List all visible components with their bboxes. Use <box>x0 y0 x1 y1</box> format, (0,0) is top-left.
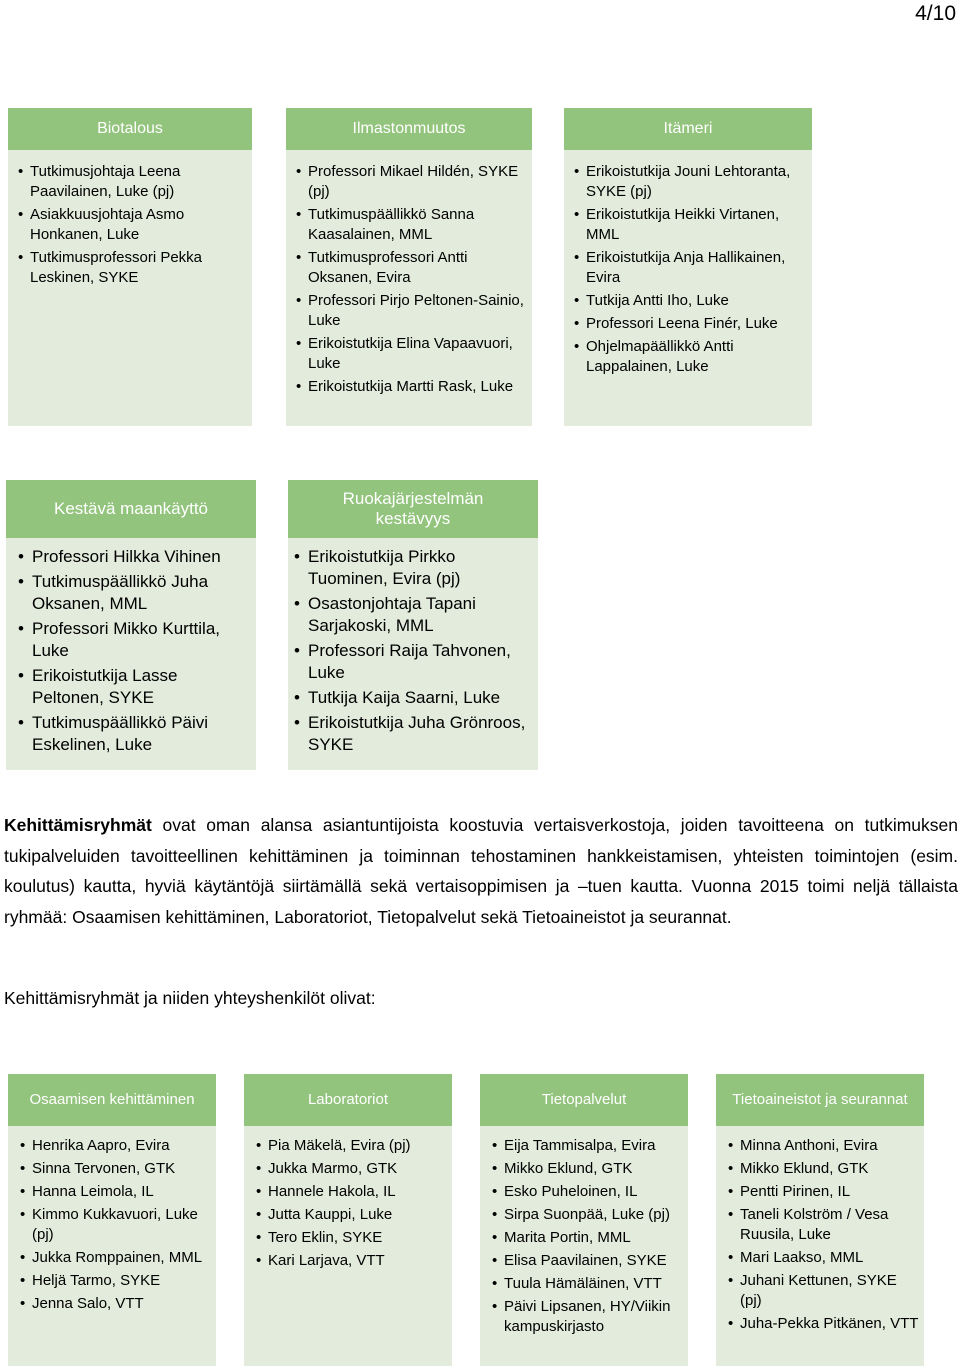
group-title: Ruokajärjestelmän kestävyys <box>288 480 538 538</box>
list-item: • Asiakkuusjohtaja Asmo Honkanen, Luke <box>30 205 246 245</box>
list-item: • Erikoistutkija Martti Rask, Luke <box>308 377 526 397</box>
group-title: Tietoaineistot ja seurannat <box>716 1074 924 1126</box>
member-list <box>564 150 812 377</box>
list-item: • Tutkimusprofessori Pekka Leskinen, SYKE <box>30 248 246 288</box>
list-item: • Ohjelmapäällikkö Antti Lappalainen, Luke <box>586 337 806 377</box>
group-card-biotalous <box>8 108 252 426</box>
group-title: Itämeri <box>564 108 812 150</box>
list-item: • Professori Mikael Hildén, SYKE (pj) <box>308 162 526 202</box>
list-item: • Osastonjohtaja Tapani Sarjakoski, MML <box>308 593 532 637</box>
list-item: • Pentti Pirinen, IL <box>740 1182 920 1202</box>
group-title: Laboratoriot <box>244 1074 452 1126</box>
list-item: • Erikoistutkija Elina Vapaavuori, Luke <box>308 334 526 374</box>
list-item: • Heljä Tarmo, SYKE <box>32 1271 212 1291</box>
page-number: 4/10 <box>915 2 956 25</box>
list-item: • Jukka Marmo, GTK <box>268 1159 448 1179</box>
list-item: • Professori Pirjo Peltonen-Sainio, Luke <box>308 291 526 331</box>
list-item: • Kari Larjava, VTT <box>268 1251 448 1271</box>
list-item: • Erikoistutkija Heikki Virtanen, MML <box>586 205 806 245</box>
list-item: • Mikko Eklund, GTK <box>504 1159 684 1179</box>
member-list <box>244 1126 452 1271</box>
group-card-itameri <box>564 108 812 426</box>
group-title: Tietopalvelut <box>480 1074 688 1126</box>
list-item: • Juha-Pekka Pitkänen, VTT <box>740 1314 920 1334</box>
list-item: • Marita Portin, MML <box>504 1228 684 1248</box>
list-item: • Päivi Lipsanen, HY/Viikin kampuskirjasto <box>504 1297 684 1337</box>
list-item: • Erikoistutkija Juha Grönroos, SYKE <box>308 712 532 756</box>
list-item: • Sinna Tervonen, GTK <box>32 1159 212 1179</box>
list-item: • Mikko Eklund, GTK <box>740 1159 920 1179</box>
list-item: • Taneli Kolström / Vesa Ruusila, Luke <box>740 1205 920 1245</box>
list-item: • Kimmo Kukkavuori, Luke (pj) <box>32 1205 212 1245</box>
list-item: • Tero Eklin, SYKE <box>268 1228 448 1248</box>
list-item: • Minna Anthoni, Evira <box>740 1136 920 1156</box>
bold-lead: Kehittämisryhmät <box>4 815 152 835</box>
list-item: • Tutkimuspäällikkö Sanna Kaasalainen, MML <box>308 205 526 245</box>
list-item: • Hannele Hakola, IL <box>268 1182 448 1202</box>
group-card-ilmastonmuutos <box>286 108 532 426</box>
list-item: • Sirpa Suonpää, Luke (pj) <box>504 1205 684 1225</box>
group-title: Osaamisen kehittäminen <box>8 1074 216 1126</box>
list-intro: Kehittämisryhmät ja niiden yhteyshenkilöt olivat: <box>4 988 376 1008</box>
member-list <box>8 150 252 288</box>
list-item: • Hanna Leimola, IL <box>32 1182 212 1202</box>
description-paragraph <box>4 810 958 932</box>
list-item: • Professori Raija Tahvonen, Luke <box>308 640 532 684</box>
list-item: • Jukka Romppainen, MML <box>32 1248 212 1268</box>
group-title: Ilmastonmuutos <box>286 108 532 150</box>
list-item: • Tutkimusjohtaja Leena Paavilainen, Luke (pj) <box>30 162 246 202</box>
group-card-osaamisen-kehittaminen <box>8 1074 216 1366</box>
group-card-tietoaineistot <box>716 1074 924 1366</box>
list-item: • Pia Mäkelä, Evira (pj) <box>268 1136 448 1156</box>
list-item: • Jenna Salo, VTT <box>32 1294 212 1314</box>
group-card-ruokajarjestelma <box>288 480 538 770</box>
list-item: • Juhani Kettunen, SYKE (pj) <box>740 1271 920 1311</box>
member-list <box>8 1126 216 1314</box>
list-item: • Professori Leena Finér, Luke <box>586 314 806 334</box>
list-item: • Henrika Aapro, Evira <box>32 1136 212 1156</box>
list-item: • Jutta Kauppi, Luke <box>268 1205 448 1225</box>
member-list <box>716 1126 924 1334</box>
list-item: • Esko Puheloinen, IL <box>504 1182 684 1202</box>
list-item: • Tutkimusprofessori Antti Oksanen, Evira <box>308 248 526 288</box>
paragraph-text: ovat oman alansa asiantuntijoista koostuvia vertaisverkostoja, joiden tavoitteena on tutkimuksen tukipalveluiden tavoitteellinen kehittäminen ja toiminnan tehostaminen hankkeistamisen, yhteisten toimintojen (esim. koulutus) kautta, hyviä käytäntöjä siirtämällä sekä vertaisoppimisen ja –tuen kautta. Vuonna 2015 toimi neljä tällaista ryhmää: Osaamisen kehittäminen, Laboratoriot, Tietopalvelut sekä Tietoaineistot ja seurannat. <box>4 815 958 927</box>
group-card-tietopalvelut <box>480 1074 688 1366</box>
list-item: • Elisa Paavilainen, SYKE <box>504 1251 684 1271</box>
list-item: • Tutkimuspäällikkö Juha Oksanen, MML <box>32 571 250 615</box>
group-title: Biotalous <box>8 108 252 150</box>
list-item: • Erikoistutkija Anja Hallikainen, Evira <box>586 248 806 288</box>
list-item: • Eija Tammisalpa, Evira <box>504 1136 684 1156</box>
list-item: • Tutkimuspäällikkö Päivi Eskelinen, Luke <box>32 712 250 756</box>
group-card-kestava-maankaytto <box>6 480 256 770</box>
member-list <box>480 1126 688 1337</box>
list-item: • Erikoistutkija Pirkko Tuominen, Evira (pj) <box>308 546 532 590</box>
member-list <box>6 538 256 756</box>
group-card-laboratoriot <box>244 1074 452 1366</box>
list-item: • Mari Laakso, MML <box>740 1248 920 1268</box>
list-item: • Erikoistutkija Jouni Lehtoranta, SYKE (pj) <box>586 162 806 202</box>
group-title: Kestävä maankäyttö <box>6 480 256 538</box>
list-item: • Erikoistutkija Lasse Peltonen, SYKE <box>32 665 250 709</box>
list-item: • Tuula Hämäläinen, VTT <box>504 1274 684 1294</box>
list-item: • Professori Mikko Kurttila, Luke <box>32 618 250 662</box>
list-item: • Professori Hilkka Vihinen <box>32 546 250 568</box>
list-item: • Tutkija Antti Iho, Luke <box>586 291 806 311</box>
member-list <box>288 538 538 756</box>
list-item: • Tutkija Kaija Saarni, Luke <box>308 687 532 709</box>
member-list <box>286 150 532 397</box>
